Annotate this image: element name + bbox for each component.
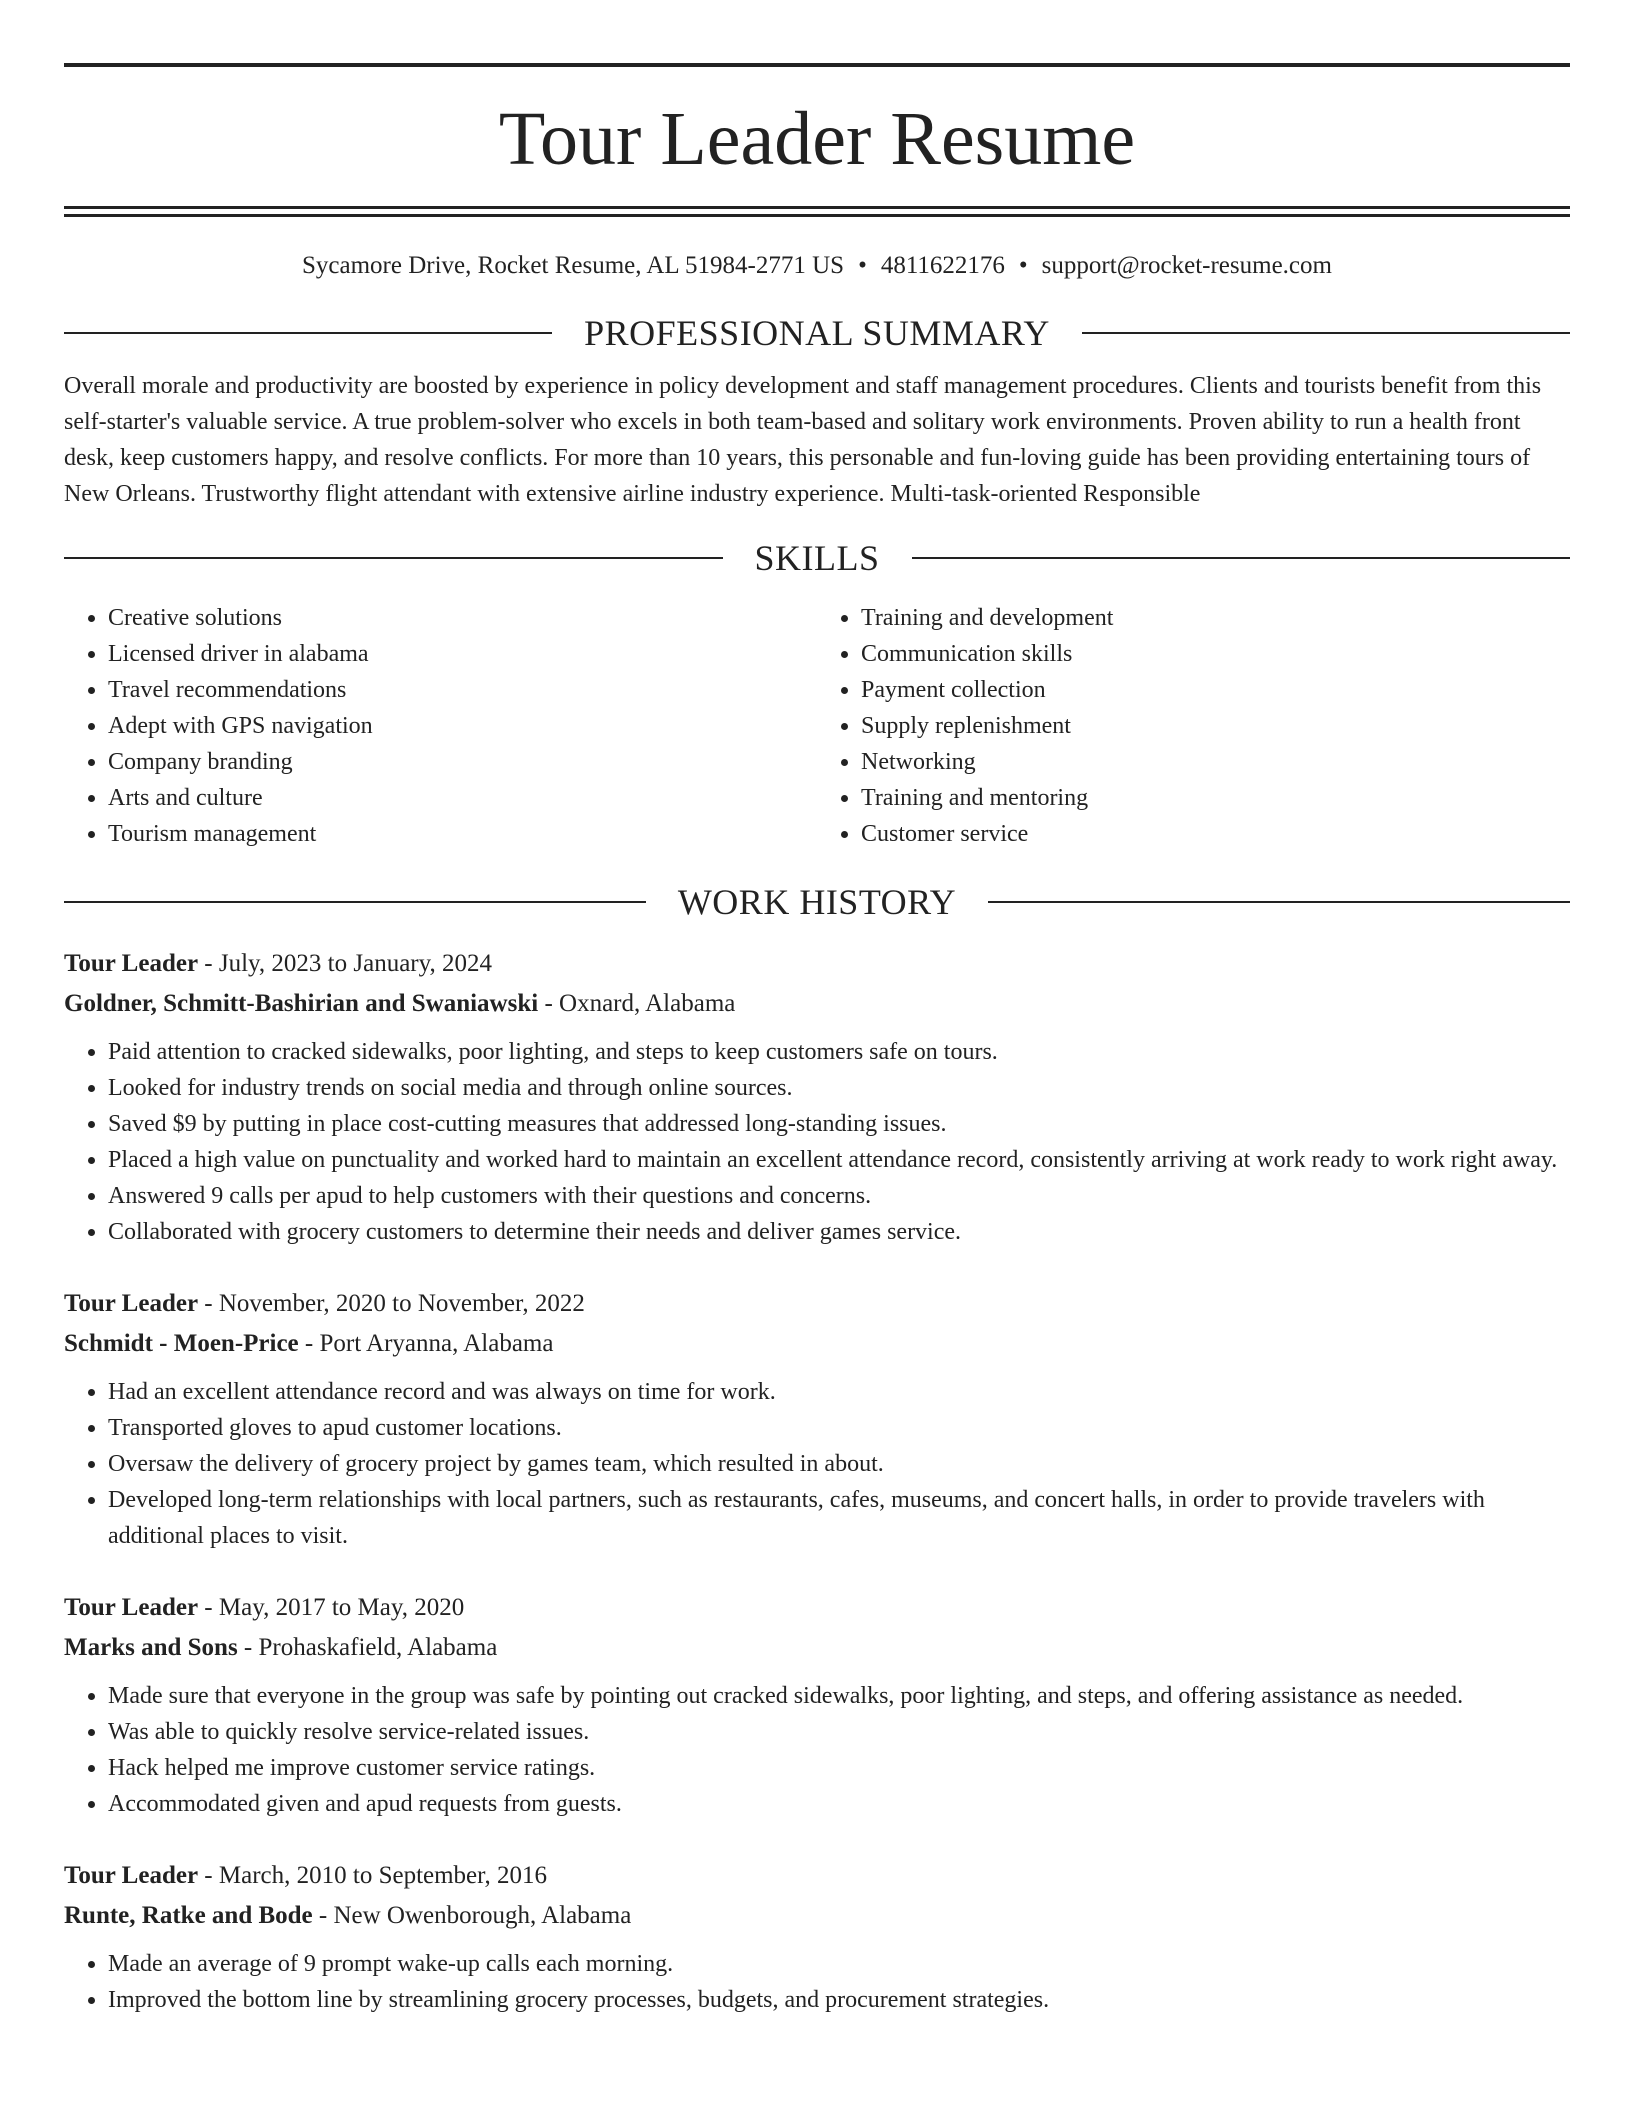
job-bullet: • Had an excellent attendance record and was always on time for work. [108,1374,1570,1410]
job-title: Tour Leader [64,950,199,977]
skill-item: • Customer service [861,816,1570,852]
skill-item: • Adept with GPS navigation [108,708,817,744]
skills-column-right [817,600,1570,852]
contact-address: Sycamore Drive, Rocket Resume, AL 51984-2771 US [302,252,845,279]
job-bullet: • Paid attention to cracked sidewalks, poor lighting, and steps to keep customers safe on tours. [108,1034,1570,1070]
job-entry [64,1856,1570,2018]
job-location: - Prohaskafield, Alabama [237,1634,498,1661]
job-bullet: • Transported gloves to apud customer locations. [108,1410,1570,1446]
skill-item: • Networking [861,744,1570,780]
job-bullet: • Saved $9 by putting in place cost-cutting measures that addressed long-standing issues. [108,1106,1570,1142]
job-title: Tour Leader [64,1290,199,1317]
heading-rule-right [1082,332,1570,334]
job-location: - New Owenborough, Alabama [312,1902,632,1929]
skill-item: • Arts and culture [108,780,817,816]
job-bullets [64,1374,1570,1554]
summary-section-heading [64,311,1570,355]
skill-item: • Supply replenishment [861,708,1570,744]
job-company: Runte, Ratke and Bode [64,1902,313,1929]
skills-column-left [64,600,817,852]
skill-item: • Creative solutions [108,600,817,636]
job-bullet: • Developed long-term relationships with local partners, such as restaurants, cafes, museums, and concert halls, in order to provide travelers with additional places to visit. [108,1482,1570,1554]
skill-item: • Payment collection [861,672,1570,708]
skills-list [64,600,1570,852]
skills-heading: SKILLS [754,538,880,578]
skill-item: • Company branding [108,744,817,780]
title-double-rule [64,206,1570,217]
skill-item: • Communication skills [861,636,1570,672]
job-title-line [64,1284,1570,1324]
work-section-heading [64,880,1570,924]
job-bullet: • Placed a high value on punctuality and worked hard to maintain an excellent attendance record, consistently arriving at work ready to work right away. [108,1142,1570,1178]
summary-text: Overall morale and productivity are boosted by experience in policy development and staff management procedures. Clients and tourists benefit from this self-starter's valuable service. A true problem-solver who excels in both team-based and solitary work environments. Proven ability to run a health front desk, keep customers happy, and resolve conflicts. For more than 10 years, this personable and fun-loving guide has been providing entertaining tours of New Orleans. Trustworthy flight attendant with extensive airline industry experience. Multi-task-oriented Responsible [64,373,1542,507]
contact-separator: • [858,252,867,279]
job-bullet: • Accommodated given and apud requests from guests. [108,1786,1570,1822]
job-location: - Port Aryanna, Alabama [298,1330,554,1357]
job-bullet: • Oversaw the delivery of grocery project by games team, which resulted in about. [108,1446,1570,1482]
summary-heading: PROFESSIONAL SUMMARY [584,313,1050,353]
resume-page [64,0,1570,2018]
contact-separator: • [1018,252,1028,279]
job-company-line [64,1628,1570,1668]
job-bullets [64,1678,1570,1822]
heading-rule-left [64,901,646,903]
skill-item: • Licensed driver in alabama [108,636,817,672]
job-company-line [64,984,1570,1024]
skill-item: • Training and mentoring [861,780,1570,816]
job-bullet: • Looked for industry trends on social media and through online sources. [108,1070,1570,1106]
job-title-line [64,944,1570,984]
job-bullet: • Made sure that everyone in the group was safe by pointing out cracked sidewalks, poor lighting, and steps, and offering assistance as needed. [108,1678,1570,1714]
job-title: Tour Leader [64,1594,199,1621]
job-title-line [64,1856,1570,1896]
job-company-line [64,1896,1570,1936]
contact-line [64,251,1570,281]
job-dates: - July, 2023 to January, 2024 [198,950,492,977]
skill-item: • Travel recommendations [108,672,817,708]
skill-item: • Training and development [861,600,1570,636]
job-bullet: • Hack helped me improve customer service ratings. [108,1750,1570,1786]
heading-rule-left [64,332,552,334]
top-rule [64,63,1570,67]
job-entry [64,1588,1570,1822]
work-heading: WORK HISTORY [677,882,957,922]
job-title-line [64,1588,1570,1628]
job-bullet: • Answered 9 calls per apud to help customers with their questions and concerns. [108,1178,1570,1214]
resume-title: Tour Leader Resume [498,97,1136,181]
heading-rule-left [64,557,723,559]
job-bullet: • Made an average of 9 prompt wake-up calls each morning. [108,1946,1570,1982]
job-bullet: • Improved the bottom line by streamlining grocery processes, budgets, and procurement strategies. [108,1982,1570,2018]
job-bullet: • Collaborated with grocery customers to determine their needs and deliver games service. [108,1214,1570,1250]
job-bullets [64,1034,1570,1250]
contact-email: support@rocket-resume.com [1041,252,1332,279]
job-bullet: • Was able to quickly resolve service-related issues. [108,1714,1570,1750]
job-location: - Oxnard, Alabama [538,990,736,1017]
job-dates: - November, 2020 to November, 2022 [198,1290,585,1317]
job-bullets [64,1946,1570,2018]
contact-phone: 4811622176 [880,252,1005,279]
job-company: Marks and Sons [64,1634,238,1661]
job-dates: - May, 2017 to May, 2020 [198,1594,465,1621]
job-dates: - March, 2010 to September, 2016 [198,1862,547,1889]
heading-rule-right [988,901,1570,903]
job-company-line [64,1324,1570,1364]
job-company: Schmidt - Moen-Price [64,1330,299,1357]
heading-rule-right [912,557,1571,559]
job-entry [64,944,1570,1250]
job-entry [64,1284,1570,1554]
skill-item: • Tourism management [108,816,817,852]
job-company: Goldner, Schmitt-Bashirian and Swaniawski [64,990,539,1017]
skills-section-heading [64,536,1570,580]
job-title: Tour Leader [64,1862,199,1889]
